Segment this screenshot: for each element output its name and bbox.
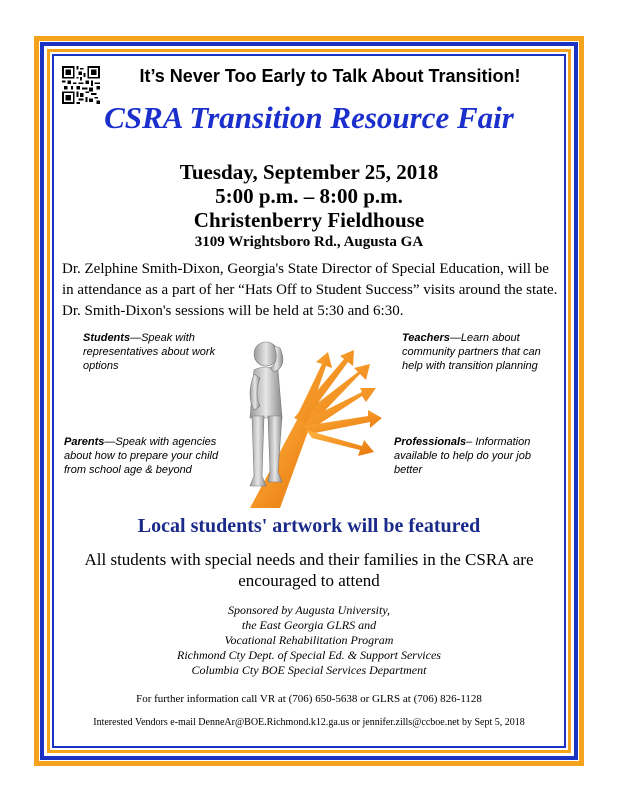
attendance-invitation: All students with special needs and their families in the CSRA are encouraged to attend	[84, 550, 534, 590]
audience-parents	[64, 435, 224, 477]
audience-professionals-text: – Information available to help do your job better	[394, 436, 531, 476]
audience-professionals-label: Professionals	[394, 436, 467, 448]
artwork-headline: Local students' artwork will be featured	[137, 515, 481, 537]
audience-professionals	[394, 435, 544, 477]
event-time: 5:00 p.m. – 8:00 p.m.	[215, 184, 403, 208]
audience-students	[83, 331, 218, 373]
sponsor-line: Sponsored by Augusta University,	[228, 603, 390, 617]
tagline-heading: It’s Never Too Early to Talk About Transition!	[139, 66, 521, 86]
audience-teachers-label: Teachers	[402, 332, 450, 344]
sponsor-line: Columbia Cty BOE Special Services Department	[191, 663, 427, 677]
contact-info: For further information call VR at (706) 650-5638 or GLRS at (706) 826-1128	[136, 693, 482, 705]
audience-parents-label: Parents	[64, 436, 105, 448]
event-venue: Christenberry Fieldhouse	[193, 208, 425, 232]
sponsor-line: the East Georgia GLRS and	[241, 618, 377, 632]
vendor-contact: Interested Vendors e-mail DenneAr@BOE.Richmond.k12.ga.us or jennifer.zills@ccboe.net by Sept 5, 2018	[93, 717, 525, 728]
qr-code-icon	[62, 66, 100, 104]
thinking-person-figure	[250, 342, 283, 486]
page-title: CSRA Transition Resource Fair	[104, 100, 514, 135]
sponsors-list	[56, 603, 562, 678]
audience-teachers	[402, 331, 552, 373]
audience-parents-text: —Speak with agencies about how to prepare your child from school age & beyond	[64, 436, 219, 476]
crossroads-illustration	[210, 326, 390, 516]
audience-students-label: Students	[83, 332, 131, 344]
event-description: Dr. Zelphine Smith-Dixon, Georgia's State Director of Special Education, will be in attendance as a part of her “Hats Off to Student Success” visits around the state. Dr. Smith-Dixon's sessions will be held at 5:30 and 6:30.	[62, 261, 558, 319]
audience-teachers-text: —Learn about community partners that can help with transition planning	[402, 332, 541, 372]
sponsor-line: Richmond Cty Dept. of Special Ed. & Support Services	[177, 648, 441, 662]
sponsor-line: Vocational Rehabilitation Program	[224, 633, 394, 647]
event-date: Tuesday, September 25, 2018	[179, 160, 439, 184]
event-address: 3109 Wrightsboro Rd., Augusta GA	[194, 234, 424, 250]
audience-students-text: —Speak with representatives about work options	[83, 332, 216, 372]
